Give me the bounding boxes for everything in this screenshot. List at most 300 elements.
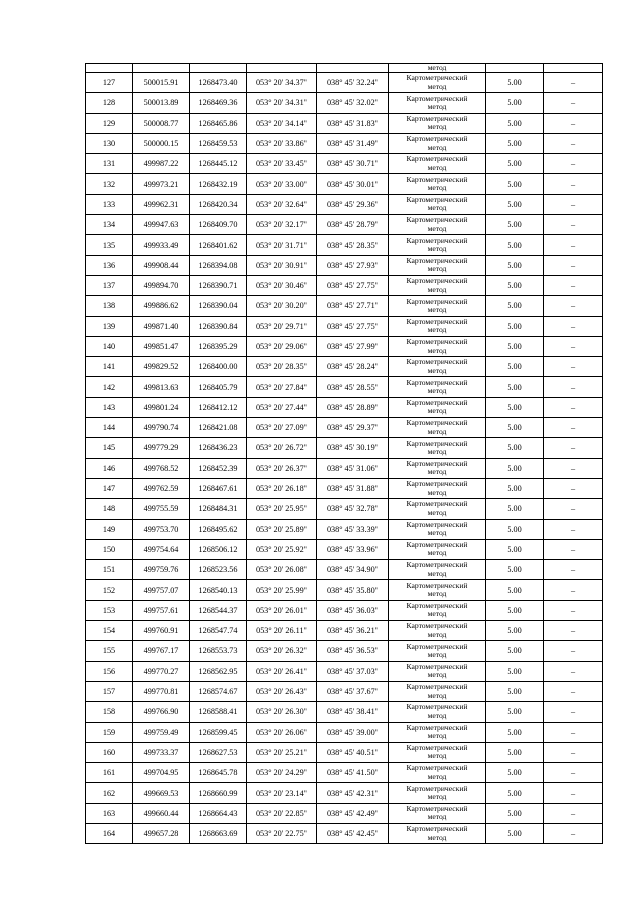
y-coordinate-cell: 1268663.69	[190, 823, 247, 843]
y-coordinate-cell: 1268390.04	[190, 296, 247, 316]
longitude-cell: 038° 45' 32.02"	[317, 93, 389, 113]
description-cell: –	[544, 93, 603, 113]
latitude-cell: 053° 20' 33.45"	[247, 154, 317, 174]
table-row	[86, 621, 603, 641]
longitude-cell: 038° 45' 29.36"	[317, 194, 389, 214]
y-coordinate-cell: 1268627.53	[190, 742, 247, 762]
method-cell	[389, 275, 486, 295]
table-row	[86, 803, 603, 823]
accuracy-cell: 5.00	[486, 803, 544, 823]
y-coordinate-cell: 1268469.36	[190, 93, 247, 113]
accuracy-cell: 5.00	[486, 336, 544, 356]
table-row	[86, 539, 603, 559]
table-cell	[247, 64, 317, 73]
longitude-cell: 038° 45' 31.83"	[317, 113, 389, 133]
point-number-cell: 153	[86, 600, 133, 620]
method-line-2: метод	[427, 832, 447, 842]
latitude-cell: 053° 20' 26.37"	[247, 458, 317, 478]
method-line-1: Картометрический	[406, 337, 468, 347]
point-number-cell: 147	[86, 478, 133, 498]
method-line-1: Картометрический	[406, 661, 468, 671]
method-line-1: Картометрический	[406, 357, 468, 367]
description-cell: –	[544, 316, 603, 336]
method-cell	[389, 73, 486, 93]
point-number-cell: 152	[86, 580, 133, 600]
description-cell: –	[544, 621, 603, 641]
point-number-cell: 129	[86, 113, 133, 133]
y-coordinate-cell: 1268401.62	[190, 235, 247, 255]
method-line-2: метод	[427, 325, 447, 335]
method-line-2: метод	[427, 731, 447, 741]
description-cell: –	[544, 681, 603, 701]
method-cell	[389, 438, 486, 458]
x-coordinate-cell: 499762.59	[133, 478, 190, 498]
longitude-cell: 038° 45' 36.03"	[317, 600, 389, 620]
accuracy-cell: 5.00	[486, 783, 544, 803]
method-line-1: Картометрический	[406, 621, 468, 631]
table-row	[86, 560, 603, 580]
longitude-cell: 038° 45' 31.49"	[317, 133, 389, 153]
method-line-1: Картометрический	[406, 255, 468, 265]
description-cell: –	[544, 823, 603, 843]
method-cell	[389, 357, 486, 377]
accuracy-cell: 5.00	[486, 418, 544, 438]
method-line-1: Картометрический	[406, 824, 468, 834]
accuracy-cell: 5.00	[486, 235, 544, 255]
point-number-cell: 157	[86, 681, 133, 701]
longitude-cell: 038° 45' 38.41"	[317, 702, 389, 722]
y-coordinate-cell: 1268420.34	[190, 194, 247, 214]
method-line-2: метод	[427, 710, 447, 720]
longitude-cell: 038° 45' 41.50"	[317, 763, 389, 783]
method-line-1: Картометрический	[406, 803, 468, 813]
longitude-cell: 038° 45' 27.75"	[317, 316, 389, 336]
table-row	[86, 275, 603, 295]
x-coordinate-cell: 499759.49	[133, 722, 190, 742]
description-cell: –	[544, 377, 603, 397]
table-cell	[190, 64, 247, 73]
point-number-cell: 140	[86, 336, 133, 356]
point-number-cell: 138	[86, 296, 133, 316]
point-number-cell: 162	[86, 783, 133, 803]
latitude-cell: 053° 20' 25.21"	[247, 742, 317, 762]
method-line-1: Картометрический	[406, 600, 468, 610]
method-line-2: метод	[427, 203, 447, 213]
latitude-cell: 053° 20' 26.11"	[247, 621, 317, 641]
point-number-cell: 130	[86, 133, 133, 153]
point-number-cell: 135	[86, 235, 133, 255]
accuracy-cell: 5.00	[486, 641, 544, 661]
method-line-1: Картометрический	[406, 540, 468, 550]
y-coordinate-cell: 1268412.12	[190, 397, 247, 417]
method-line-1: Картометрический	[406, 702, 468, 712]
point-number-cell: 127	[86, 73, 133, 93]
description-cell: –	[544, 357, 603, 377]
y-coordinate-cell: 1268465.86	[190, 113, 247, 133]
accuracy-cell: 5.00	[486, 560, 544, 580]
table-row	[86, 438, 603, 458]
latitude-cell: 053° 20' 26.72"	[247, 438, 317, 458]
point-number-cell: 155	[86, 641, 133, 661]
x-coordinate-cell: 499933.49	[133, 235, 190, 255]
y-coordinate-cell: 1268390.71	[190, 275, 247, 295]
accuracy-cell: 5.00	[486, 275, 544, 295]
method-line-1: Картометрический	[406, 93, 468, 103]
x-coordinate-cell: 499894.70	[133, 275, 190, 295]
method-cell	[389, 93, 486, 113]
table-row	[86, 499, 603, 519]
method-line-1: Картометрический	[406, 195, 468, 205]
y-coordinate-cell: 1268544.37	[190, 600, 247, 620]
method-line-2: метод	[427, 467, 447, 477]
x-coordinate-cell: 499660.44	[133, 803, 190, 823]
table-row	[86, 722, 603, 742]
longitude-cell: 038° 45' 35.80"	[317, 580, 389, 600]
longitude-cell: 038° 45' 27.99"	[317, 336, 389, 356]
description-cell: –	[544, 641, 603, 661]
y-coordinate-cell: 1268660.99	[190, 783, 247, 803]
x-coordinate-cell: 499987.22	[133, 154, 190, 174]
longitude-cell: 038° 45' 28.55"	[317, 377, 389, 397]
method-line-2: метод	[427, 446, 447, 456]
x-coordinate-cell: 499704.95	[133, 763, 190, 783]
accuracy-cell: 5.00	[486, 316, 544, 336]
description-cell: –	[544, 661, 603, 681]
method-line-1: Картометрический	[406, 519, 468, 529]
table-row	[86, 174, 603, 194]
latitude-cell: 053° 20' 22.85"	[247, 803, 317, 823]
method-cell	[389, 681, 486, 701]
longitude-cell: 038° 45' 28.89"	[317, 397, 389, 417]
latitude-cell: 053° 20' 26.06"	[247, 722, 317, 742]
x-coordinate-cell: 499753.70	[133, 519, 190, 539]
method-line-2: метод	[427, 568, 447, 578]
longitude-cell: 038° 45' 37.67"	[317, 681, 389, 701]
method-cell	[389, 661, 486, 681]
x-coordinate-cell: 500015.91	[133, 73, 190, 93]
coordinates-table	[85, 63, 603, 844]
accuracy-cell: 5.00	[486, 458, 544, 478]
table-cell	[86, 64, 133, 73]
accuracy-cell: 5.00	[486, 113, 544, 133]
longitude-cell: 038° 45' 27.75"	[317, 275, 389, 295]
method-cell	[389, 235, 486, 255]
longitude-cell: 038° 45' 30.01"	[317, 174, 389, 194]
table-row	[86, 661, 603, 681]
method-cell: метод	[389, 64, 486, 73]
latitude-cell: 053° 20' 30.91"	[247, 255, 317, 275]
table-cell	[133, 64, 190, 73]
longitude-cell: 038° 45' 42.49"	[317, 803, 389, 823]
method-line-2: метод	[427, 548, 447, 558]
latitude-cell: 053° 20' 25.92"	[247, 539, 317, 559]
table-row	[86, 600, 603, 620]
y-coordinate-cell: 1268664.43	[190, 803, 247, 823]
method-line-1: Картометрический	[406, 438, 468, 448]
method-line-2: метод	[427, 507, 447, 517]
method-line-1: Картометрический	[406, 479, 468, 489]
point-number-cell: 164	[86, 823, 133, 843]
method-line-2: метод	[427, 304, 447, 314]
point-number-cell: 143	[86, 397, 133, 417]
method-line-2: метод	[427, 264, 447, 274]
method-cell	[389, 641, 486, 661]
description-cell: –	[544, 296, 603, 316]
latitude-cell: 053° 20' 26.18"	[247, 478, 317, 498]
description-cell: –	[544, 418, 603, 438]
latitude-cell: 053° 20' 31.71"	[247, 235, 317, 255]
table-row	[86, 783, 603, 803]
method-line-1: Картометрический	[406, 722, 468, 732]
x-coordinate-cell: 499669.53	[133, 783, 190, 803]
table-row	[86, 580, 603, 600]
table-cell	[486, 64, 544, 73]
latitude-cell: 053° 20' 33.00"	[247, 174, 317, 194]
accuracy-cell: 5.00	[486, 702, 544, 722]
table-row	[86, 133, 603, 153]
table-row	[86, 255, 603, 275]
point-number-cell: 160	[86, 742, 133, 762]
method-line-1: Картометрический	[406, 154, 468, 164]
longitude-cell: 038° 45' 32.78"	[317, 499, 389, 519]
longitude-cell: 038° 45' 27.93"	[317, 255, 389, 275]
accuracy-cell: 5.00	[486, 357, 544, 377]
accuracy-cell: 5.00	[486, 255, 544, 275]
y-coordinate-cell: 1268395.29	[190, 336, 247, 356]
accuracy-cell: 5.00	[486, 722, 544, 742]
accuracy-cell: 5.00	[486, 73, 544, 93]
x-coordinate-cell: 500013.89	[133, 93, 190, 113]
longitude-cell: 038° 45' 33.39"	[317, 519, 389, 539]
accuracy-cell: 5.00	[486, 438, 544, 458]
description-cell: –	[544, 255, 603, 275]
method-line-2: метод	[427, 528, 447, 538]
point-number-cell: 137	[86, 275, 133, 295]
latitude-cell: 053° 20' 26.30"	[247, 702, 317, 722]
accuracy-cell: 5.00	[486, 93, 544, 113]
method-cell	[389, 397, 486, 417]
description-cell: –	[544, 539, 603, 559]
method-line-2: метод	[427, 589, 447, 599]
latitude-cell: 053° 20' 30.20"	[247, 296, 317, 316]
table-row	[86, 823, 603, 843]
longitude-cell: 038° 45' 30.19"	[317, 438, 389, 458]
accuracy-cell: 5.00	[486, 154, 544, 174]
x-coordinate-cell: 499871.40	[133, 316, 190, 336]
method-cell	[389, 215, 486, 235]
y-coordinate-cell: 1268459.53	[190, 133, 247, 153]
latitude-cell: 053° 20' 25.89"	[247, 519, 317, 539]
latitude-cell: 053° 20' 26.41"	[247, 661, 317, 681]
point-number-cell: 145	[86, 438, 133, 458]
method-cell	[389, 296, 486, 316]
table-cell	[544, 64, 603, 73]
method-line-1: Картометрический	[406, 560, 468, 570]
x-coordinate-cell: 499779.29	[133, 438, 190, 458]
accuracy-cell: 5.00	[486, 519, 544, 539]
table-row-continuation	[86, 64, 603, 73]
accuracy-cell: 5.00	[486, 600, 544, 620]
method-cell	[389, 316, 486, 336]
x-coordinate-cell: 499759.76	[133, 560, 190, 580]
x-coordinate-cell: 499790.74	[133, 418, 190, 438]
method-line-1: Картометрический	[406, 499, 468, 509]
description-cell: –	[544, 702, 603, 722]
description-cell: –	[544, 722, 603, 742]
latitude-cell: 053° 20' 30.46"	[247, 275, 317, 295]
method-cell	[389, 702, 486, 722]
x-coordinate-cell: 499886.62	[133, 296, 190, 316]
method-line-1: Картометрический	[406, 113, 468, 123]
longitude-cell: 038° 45' 39.00"	[317, 722, 389, 742]
method-line-2: метод	[427, 386, 447, 396]
method-line-2: метод	[427, 609, 447, 619]
method-line-2: метод	[427, 223, 447, 233]
x-coordinate-cell: 499829.52	[133, 357, 190, 377]
x-coordinate-cell: 499770.81	[133, 681, 190, 701]
accuracy-cell: 5.00	[486, 742, 544, 762]
method-cell	[389, 803, 486, 823]
latitude-cell: 053° 20' 32.17"	[247, 215, 317, 235]
method-line-2: метод	[427, 284, 447, 294]
table-row	[86, 194, 603, 214]
longitude-cell: 038° 45' 42.45"	[317, 823, 389, 843]
y-coordinate-cell: 1268405.79	[190, 377, 247, 397]
description-cell: –	[544, 73, 603, 93]
table-row	[86, 641, 603, 661]
y-coordinate-cell: 1268473.40	[190, 73, 247, 93]
longitude-cell: 038° 45' 36.53"	[317, 641, 389, 661]
accuracy-cell: 5.00	[486, 174, 544, 194]
longitude-cell: 038° 45' 40.51"	[317, 742, 389, 762]
method-line-2: метод	[427, 122, 447, 132]
method-cell	[389, 377, 486, 397]
latitude-cell: 053° 20' 27.84"	[247, 377, 317, 397]
description-cell: –	[544, 336, 603, 356]
x-coordinate-cell: 499962.31	[133, 194, 190, 214]
method-cell	[389, 255, 486, 275]
longitude-cell: 038° 45' 30.71"	[317, 154, 389, 174]
accuracy-cell: 5.00	[486, 681, 544, 701]
latitude-cell: 053° 20' 29.06"	[247, 336, 317, 356]
description-cell: –	[544, 763, 603, 783]
longitude-cell: 038° 45' 28.24"	[317, 357, 389, 377]
description-cell: –	[544, 113, 603, 133]
method-line-1: Картометрический	[406, 276, 468, 286]
x-coordinate-cell: 499768.52	[133, 458, 190, 478]
point-number-cell: 163	[86, 803, 133, 823]
latitude-cell: 053° 20' 24.29"	[247, 763, 317, 783]
method-cell	[389, 621, 486, 641]
point-number-cell: 142	[86, 377, 133, 397]
description-cell: –	[544, 133, 603, 153]
point-number-cell: 131	[86, 154, 133, 174]
method-line-1: Картометрический	[406, 418, 468, 428]
description-cell: –	[544, 560, 603, 580]
method-line-1: Картометрический	[406, 682, 468, 692]
method-line-1: Картометрический	[406, 235, 468, 245]
description-cell: –	[544, 235, 603, 255]
method-line-1: Картометрический	[406, 580, 468, 590]
accuracy-cell: 5.00	[486, 763, 544, 783]
method-line-1: Картометрический	[406, 134, 468, 144]
method-line-1: Картометрический	[406, 316, 468, 326]
method-line-1: Картометрический	[406, 215, 468, 225]
table-row	[86, 742, 603, 762]
y-coordinate-cell: 1268523.56	[190, 560, 247, 580]
y-coordinate-cell: 1268599.45	[190, 722, 247, 742]
accuracy-cell: 5.00	[486, 661, 544, 681]
method-cell	[389, 823, 486, 843]
longitude-cell: 038° 45' 42.31"	[317, 783, 389, 803]
longitude-cell: 038° 45' 28.35"	[317, 235, 389, 255]
accuracy-cell: 5.00	[486, 194, 544, 214]
point-number-cell: 154	[86, 621, 133, 641]
method-line-2: метод	[427, 751, 447, 761]
method-line-2: метод	[427, 142, 447, 152]
accuracy-cell: 5.00	[486, 621, 544, 641]
table-cell	[317, 64, 389, 73]
x-coordinate-cell: 500008.77	[133, 113, 190, 133]
y-coordinate-cell: 1268495.62	[190, 519, 247, 539]
y-coordinate-cell: 1268506.12	[190, 539, 247, 559]
x-coordinate-cell: 499851.47	[133, 336, 190, 356]
latitude-cell: 053° 20' 33.86"	[247, 133, 317, 153]
table-row	[86, 519, 603, 539]
latitude-cell: 053° 20' 34.14"	[247, 113, 317, 133]
method-line-1: Картометрический	[406, 73, 468, 83]
method-line-2: метод	[427, 345, 447, 355]
longitude-cell: 038° 45' 29.37"	[317, 418, 389, 438]
method-line-1: Картометрический	[406, 377, 468, 387]
x-coordinate-cell: 499733.37	[133, 742, 190, 762]
x-coordinate-cell: 500000.15	[133, 133, 190, 153]
method-line-1: Картометрический	[406, 641, 468, 651]
description-cell: –	[544, 580, 603, 600]
method-line-2: метод	[427, 792, 447, 802]
table-row	[86, 336, 603, 356]
method-cell	[389, 580, 486, 600]
latitude-cell: 053° 20' 27.09"	[247, 418, 317, 438]
point-number-cell: 161	[86, 763, 133, 783]
method-line-1: Картометрический	[406, 458, 468, 468]
y-coordinate-cell: 1268588.41	[190, 702, 247, 722]
description-cell: –	[544, 275, 603, 295]
longitude-cell: 038° 45' 32.24"	[317, 73, 389, 93]
x-coordinate-cell: 499973.21	[133, 174, 190, 194]
y-coordinate-cell: 1268645.78	[190, 763, 247, 783]
accuracy-cell: 5.00	[486, 215, 544, 235]
description-cell: –	[544, 600, 603, 620]
method-line-2: метод	[427, 365, 447, 375]
y-coordinate-cell: 1268547.74	[190, 621, 247, 641]
longitude-cell: 038° 45' 36.21"	[317, 621, 389, 641]
y-coordinate-cell: 1268562.95	[190, 661, 247, 681]
method-cell	[389, 458, 486, 478]
x-coordinate-cell: 499801.24	[133, 397, 190, 417]
y-coordinate-cell: 1268409.70	[190, 215, 247, 235]
table-row	[86, 397, 603, 417]
accuracy-cell: 5.00	[486, 478, 544, 498]
y-coordinate-cell: 1268484.31	[190, 499, 247, 519]
latitude-cell: 053° 20' 26.32"	[247, 641, 317, 661]
longitude-cell: 038° 45' 34.90"	[317, 560, 389, 580]
method-line-2: метод	[427, 426, 447, 436]
x-coordinate-cell: 499757.61	[133, 600, 190, 620]
table-row	[86, 357, 603, 377]
y-coordinate-cell: 1268445.12	[190, 154, 247, 174]
latitude-cell: 053° 20' 25.95"	[247, 499, 317, 519]
